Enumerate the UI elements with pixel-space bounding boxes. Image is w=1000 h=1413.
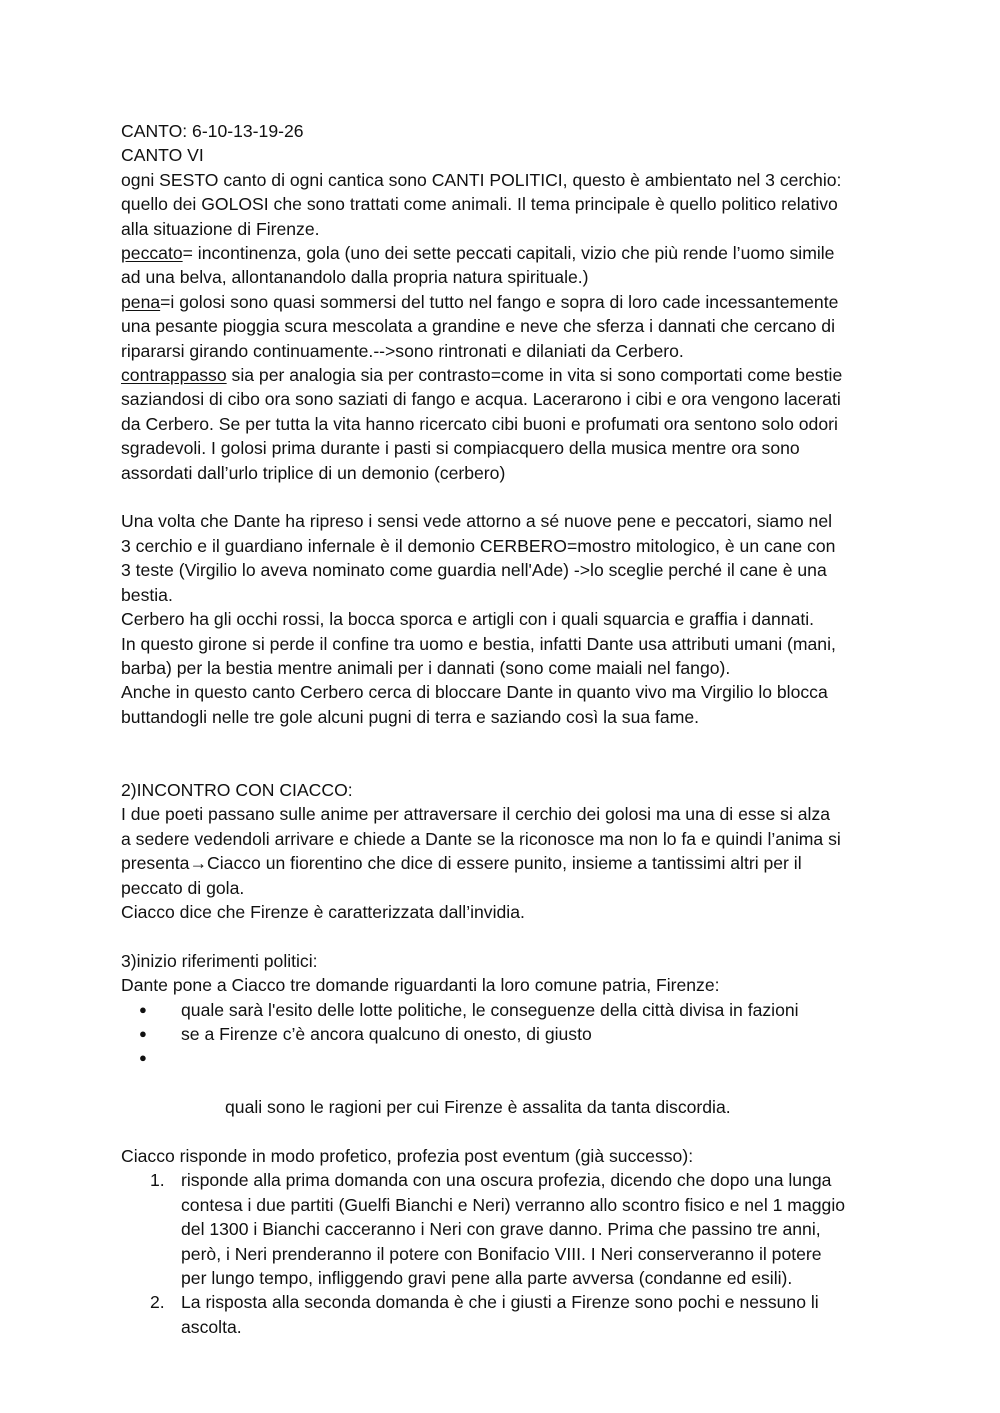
list-item (121, 998, 886, 1022)
politica-section (121, 949, 886, 1340)
list-item-text: per lungo tempo, infliggendo gravi pene alla parte avversa (condanne ed esili). (181, 1268, 793, 1289)
cerbero-line: buttandogli nelle tre gole alcuni pugni di terra e saziando così la sua fame. (121, 706, 700, 727)
ciacco-line: presenta→Ciacco un fiorentino che dice di essere punito, insieme a tantissimi altri per il (121, 853, 802, 874)
bullet-icon: ● (139, 1050, 147, 1066)
politica-heading: 3)inizio riferimenti politici: (121, 950, 318, 971)
list-item-text: risponde alla prima domanda con una oscura profezia, dicendo che dopo una lunga (181, 1170, 832, 1191)
contrappasso-text: da Cerbero. Se per tutta la vita hanno ricercato cibi buoni e profumati ora sentono solo odori (121, 413, 838, 434)
list-item-text: però, i Neri prenderanno il potere con Bonifacio VIII. I Neri conserveranno il potere (181, 1243, 822, 1264)
contrappasso-label: contrappasso (121, 365, 227, 386)
paragraph-spacer (121, 485, 886, 509)
answers-list (121, 1168, 886, 1339)
ciacco-line: I due poeti passano sulle anime per attraversare il cerchio dei golosi ma una di esse si alza (121, 804, 831, 825)
peccato-label: peccato (121, 243, 183, 264)
list-item-text: se a Firenze c’è ancora qualcuno di onesto, di giusto (181, 1023, 592, 1044)
intro-line: alla situazione di Firenze. (121, 218, 320, 239)
list-number: 2. (150, 1292, 165, 1313)
cerbero-line: In questo girone si perde il confine tra uomo e bestia, infatti Dante usa attributi umani (mani, (121, 633, 836, 654)
list-item-text: del 1300 i Bianchi cacceranno i Neri con grave danno. Prima che passino tre anni, (181, 1219, 821, 1240)
list-item (121, 1022, 886, 1046)
ciacco-line: Ciacco dice che Firenze è caratterizzata dall’invidia. (121, 901, 525, 922)
contrappasso-text: assordati dall’urlo triplice di un demonio (cerbero) (121, 462, 506, 483)
bullet-icon: ● (139, 1001, 147, 1017)
contrappasso-text: saziandosi di cibo ora sono saziati di fango e acqua. Lacerarono i cibi e ora vengono lacerati (121, 389, 841, 410)
list-item-text: contesa i due partiti (Guelfi Bianchi e Neri) verranno allo scontro fisico e nel 1 maggio (181, 1194, 846, 1215)
list-item (121, 1168, 886, 1290)
ciacco-line: a sedere vedendoli arrivare e chiede a Dante se la riconosce ma non lo fa e quindi l’anima si (121, 828, 841, 849)
cerbero-paragraph (121, 509, 886, 729)
list-item-text: quali sono le ragioni per cui Firenze è assalita da tanta discordia. (220, 1097, 731, 1118)
peccato-text: = incontinenza, gola (uno dei sette peccati capitali, vizio che più rende l’uomo simile (182, 243, 835, 264)
ciacco-section (121, 778, 886, 924)
list-number: 1. (150, 1170, 165, 1191)
cerbero-line: bestia. (121, 584, 173, 605)
pena-text: =i golosi sono quasi sommersi del tutto nel fango e sopra di loro cade incessantemente (160, 291, 839, 312)
contrappasso-text: sia per analogia sia per contrasto=come in vita si sono comportati come bestie (226, 365, 843, 386)
questions-list (121, 998, 886, 1144)
list-item-text: ascolta. (181, 1316, 242, 1337)
bullet-icon: ● (139, 1025, 147, 1041)
document-title: CANTO: 6-10-13-19-26 (121, 121, 304, 141)
document-page (121, 119, 886, 1339)
peccato-paragraph (121, 241, 886, 290)
peccato-text: ad una belva, allontanandolo dalla propria natura spirituale.) (121, 267, 589, 288)
pena-label: pena (121, 291, 161, 312)
cerbero-line: Anche in questo canto Cerbero cerca di bloccare Dante in quanto vivo ma Virgilio lo blocca (121, 682, 828, 703)
cerbero-line: Una volta che Dante ha ripreso i sensi vede attorno a sé nuove pene e peccatori, siamo nel (121, 511, 833, 532)
answer-intro: Ciacco risponde in modo profetico, profezia post eventum (già successo): (121, 1146, 694, 1167)
intro-line: ogni SESTO canto di ogni cantica sono CANTI POLITICI, questo è ambientato nel 3 cerchio: (121, 169, 842, 190)
ciacco-heading: 2)INCONTRO CON CIACCO: (121, 779, 353, 800)
pena-paragraph (121, 290, 886, 363)
contrappasso-paragraph (121, 363, 886, 485)
contrappasso-text: sgradevoli. I golosi prima durante i pasti si compiacquero della musica mentre ora sono (121, 438, 800, 459)
pena-text: ripararsi girando continuamente.-->sono rintronati e dilaniati da Cerbero. (121, 340, 684, 361)
cerbero-line: 3 cerchio e il guardiano infernale è il demonio CERBERO=mostro mitologico, è un cane con (121, 535, 836, 556)
list-item (121, 1046, 886, 1144)
cerbero-line: Cerbero ha gli occhi rossi, la bocca sporca e artigli con i quali squarcia e graffia i dannati. (121, 609, 815, 630)
ciacco-line: peccato di gola. (121, 877, 245, 898)
paragraph-spacer (121, 924, 886, 948)
politica-intro: Dante pone a Ciacco tre domande riguardanti la loro comune patria, Firenze: (121, 975, 720, 996)
list-item (121, 1290, 886, 1339)
canto-heading: CANTO VI (121, 145, 204, 166)
paragraph-spacer (121, 729, 886, 778)
pena-text: una pesante pioggia scura mescolata a grandine e neve che sferza i dannati che cercano di (121, 316, 835, 337)
list-item-text: La risposta alla seconda domanda è che i giusti a Firenze sono pochi e nessuno li (181, 1292, 819, 1313)
cerbero-line: 3 teste (Virgilio lo aveva nominato come guardia nell'Ade) ->lo sceglie perché il cane è una (121, 560, 827, 581)
cerbero-line: barba) per la bestia mentre animali per i dannati (sono come maiali nel fango). (121, 657, 731, 678)
list-item-text: quale sarà l'esito delle lotte politiche, le conseguenze della città divisa in fazioni (181, 999, 799, 1020)
intro-line: quello dei GOLOSI che sono trattati come animali. Il tema principale è quello politico relativo (121, 194, 838, 215)
intro-paragraph (121, 168, 886, 241)
